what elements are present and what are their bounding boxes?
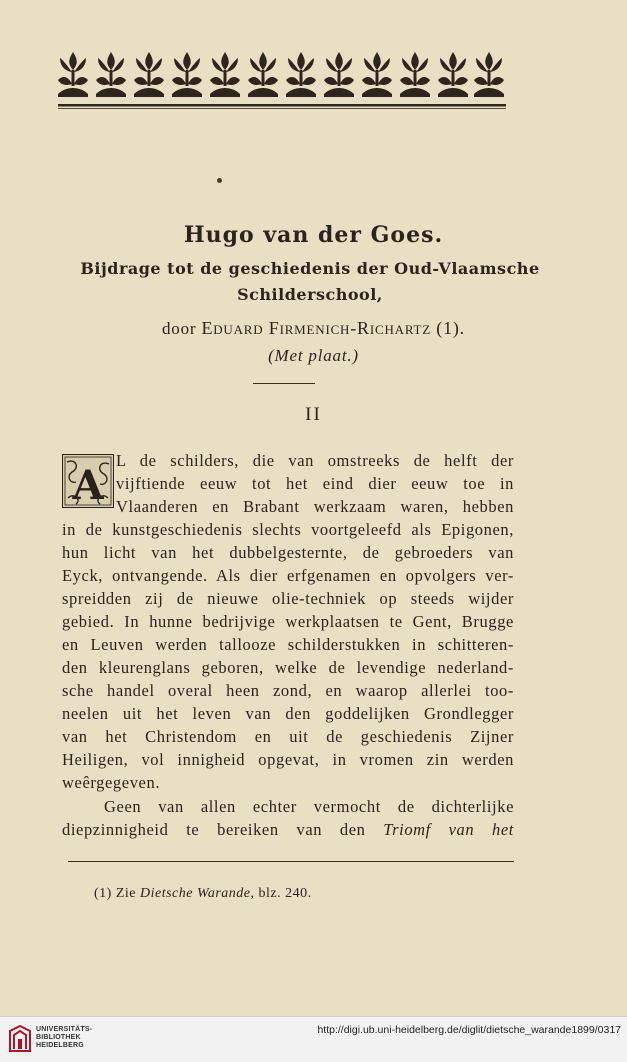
library-name-line-3: HEIDELBERG [36, 1042, 84, 1049]
artwork-title-italic: Triomf van het [383, 820, 514, 839]
body-line: weêrgegeven. [62, 773, 161, 792]
plate-note: (Met plaat.) [268, 346, 359, 365]
article-subtitle-line-1: Bijdrage tot de geschiedenis der Oud-Vlaamsche [80, 259, 540, 278]
library-name [36, 1026, 92, 1050]
body-line: neelen uit het leven van den goddelijken Grondlegger [62, 704, 514, 723]
author-name: Eduard Firmenich-Richartz (1). [201, 318, 465, 338]
ornament-rule [58, 104, 506, 110]
footnote-prefix: (1) Zie [94, 886, 140, 901]
footnote-journal: Dietsche Warande, [139, 886, 255, 901]
body-line: in de kunstgeschiedenis slechts voortgeleefd als Epigonen, [62, 520, 514, 539]
body-line: sche handel overal heen zond, en waarop allerlei too- [62, 681, 514, 700]
body-line: van het Christendom en uit de geschiedenis Zijner [62, 727, 514, 746]
decorated-initial [62, 454, 114, 508]
digitization-footer [0, 1016, 627, 1062]
author-line [0, 318, 627, 339]
library-name-line-1: UNIVERSITÄTS- [36, 1026, 93, 1033]
drop-cap-letter: A [72, 462, 104, 508]
footnote-rule [68, 861, 514, 862]
floral-ornament-band [56, 50, 506, 98]
library-name-line-2: BIBLIOTHEK [36, 1034, 81, 1041]
title-separator-rule [253, 383, 315, 384]
body-line: vijftiende eeuw tot het eind dier eeuw toe in [116, 474, 514, 493]
body-line: Geen van allen echter vermocht de dichterlijke [104, 797, 514, 816]
author-prefix: door [162, 319, 197, 338]
footnote [94, 886, 312, 902]
body-line: en Leuven werden tallooze schilderstukken in schitteren- [62, 635, 514, 654]
body-line: hun licht van het dubbelgesternte, de gebroeders van [62, 543, 514, 562]
body-line: den kleurenglans geboren, welke de levendige nederland- [62, 658, 514, 677]
body-line: Vlaanderen en Brabant werkzaam waren, hebben [116, 497, 514, 516]
body-line: spreidden zij de nieuwe olie-techniek op steeds wijder [62, 589, 514, 608]
body-line: Heiligen, vol innigheid opgevat, in vromen zin werden [62, 750, 514, 769]
body-line: L de schilders, die van omstreeks de helft der [116, 451, 514, 470]
article-subtitle-line-2: Schilderschool, [237, 285, 383, 304]
footnote-page: blz. 240. [254, 886, 312, 901]
body-line: gebied. In hunne bedrijvige werkplaatsen te Gent, Brugge [62, 612, 514, 631]
section-number: II [305, 404, 322, 425]
ink-speck [217, 178, 222, 183]
body-line [62, 820, 514, 842]
permalink-url[interactable]: http://digi.ub.uni-heidelberg.de/diglit/dietsche_warande1899/0317 [317, 1024, 621, 1036]
article-title: Hugo van der Goes. [183, 222, 444, 248]
university-library-logo [8, 1025, 32, 1053]
body-line: Eyck, ontvangende. Als dier erfgenamen en opvolgers ver- [62, 566, 514, 585]
body-text: diepzinnigheid te bereiken van den [62, 820, 384, 839]
